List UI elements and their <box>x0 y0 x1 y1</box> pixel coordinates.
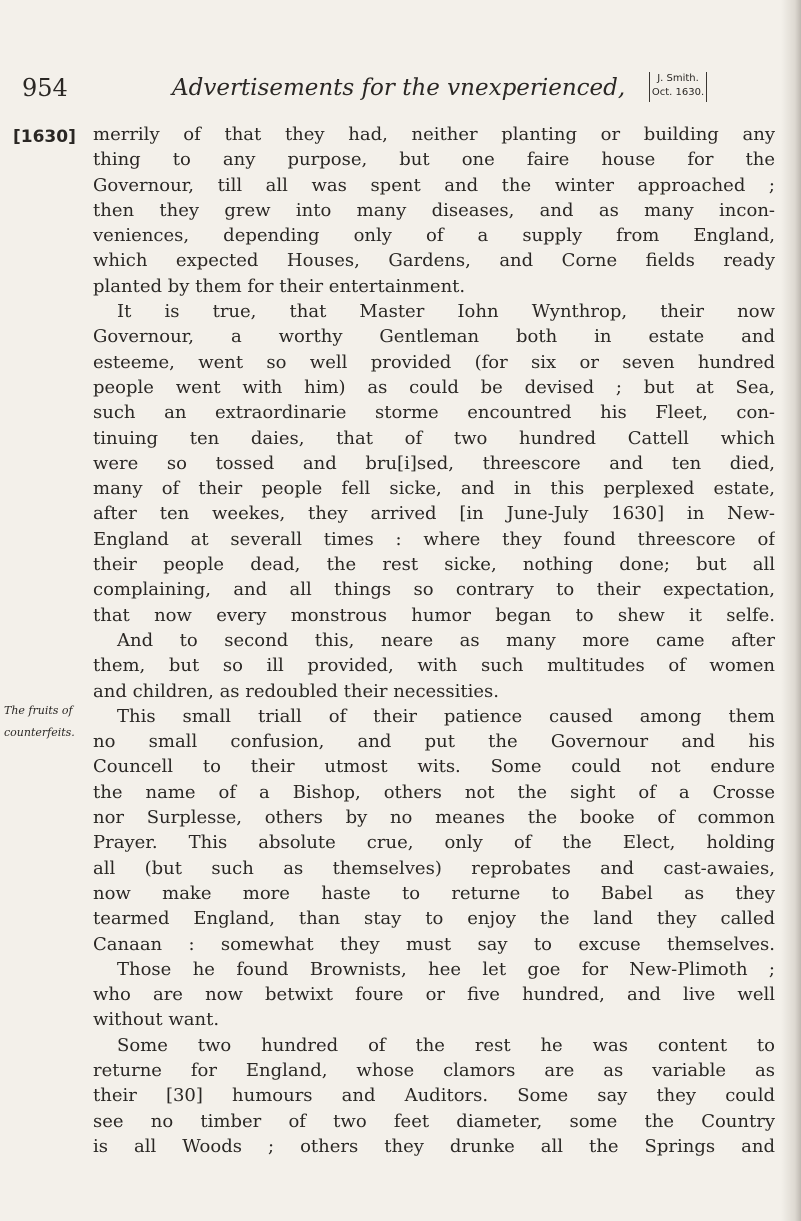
text-line: that now every monstrous humor began to shew it selfe. <box>93 604 775 626</box>
side-note-line-1: The fruits of <box>4 704 73 717</box>
text-line: Governour, a worthy Gentleman both in estate and <box>93 326 775 348</box>
page-header <box>22 74 782 114</box>
text-line: their people dead, the rest sicke, nothing done; but all <box>93 554 775 576</box>
text-line: tearmed England, than stay to enjoy the land they called <box>93 908 775 930</box>
text-line: then they grew into many diseases, and as many incon- <box>93 199 775 221</box>
text-line: without want. <box>93 1009 220 1031</box>
text-line: complaining, and all things so contrary to their expectation, <box>93 579 775 601</box>
text-line: Councell to their utmost wits. Some could not endure <box>93 756 775 778</box>
body-text <box>93 122 775 1159</box>
text-line: and children, as redoubled their necessities. <box>93 680 500 702</box>
text-line: Some two hundred of the rest he was content to <box>117 1034 775 1056</box>
text-line: It is true, that Master Iohn Wynthrop, their now <box>117 301 775 323</box>
side-note-line-2: counterfeits. <box>4 726 75 739</box>
text-line: thing to any purpose, but one faire house for the <box>93 149 775 171</box>
text-line: Canaan : somewhat they must say to excuse themselves. <box>93 933 775 955</box>
text-line: returne for England, whose clamors are as variable as <box>93 1059 775 1081</box>
source-date: Oct. 1630. <box>651 87 705 98</box>
text-line: nor Surplesse, others by no meanes the booke of common <box>93 807 775 829</box>
text-line: after ten weekes, they arrived [in June-July 1630] in New- <box>93 503 775 525</box>
text-line: who are now betwixt foure or five hundred, and live well <box>93 984 775 1006</box>
source-author: J. Smith. <box>657 73 699 84</box>
text-line: merrily of that they had, neither planting or building any <box>93 124 775 145</box>
text-line: which expected Houses, Gardens, and Corne fields ready <box>93 250 775 272</box>
text-line: And to second this, neare as many more came after <box>117 629 775 651</box>
text-line: such an extraordinarie storme encountred his Fleet, con- <box>93 402 775 424</box>
page-edge-shadow <box>781 0 801 1221</box>
text-line: many of their people fell sicke, and in this perplexed estate, <box>93 478 775 500</box>
text-line: planted by them for their entertainment. <box>93 275 466 297</box>
text-line: England at severall times : where they found threescore of <box>93 528 775 550</box>
text-line: all (but such as themselves) reprobates and cast-awaies, <box>93 857 775 879</box>
text-line: esteeme, went so well provided (for six or seven hundred <box>93 351 775 373</box>
text-line: the name of a Bishop, others not the sight of a Crosse <box>93 781 775 803</box>
text-line: is all Woods ; others they drunke all the Springs and <box>93 1135 775 1157</box>
text-line: no small confusion, and put the Governour and his <box>93 731 775 753</box>
text-line: This small triall of their patience caused among them <box>117 705 775 727</box>
text-line: veniences, depending only of a supply from England, <box>93 225 775 247</box>
source-reference <box>649 72 707 102</box>
text-line: them, but so ill provided, with such multitudes of women <box>93 655 775 677</box>
text-line: Those he found Brownists, hee let goe for New-Plimoth ; <box>117 958 775 980</box>
text-line: Prayer. This absolute crue, only of the Elect, holding <box>93 832 775 854</box>
margin-year: [1630] <box>13 127 76 147</box>
text-line: people went with him) as could be devised ; but at Sea, <box>93 376 775 398</box>
text-line: now make more haste to returne to Babel as they <box>93 882 775 904</box>
running-title: Advertisements for the vnexperienced, <box>172 75 626 101</box>
text-line: were so tossed and bru[i]sed, threescore and ten died, <box>93 452 775 474</box>
page-number: 954 <box>22 74 68 102</box>
text-line: tinuing ten daies, that of two hundred Cattell which <box>93 427 775 449</box>
text-line: Governour, till all was spent and the winter approached ; <box>93 174 775 196</box>
text-line: their [30] humours and Auditors. Some say they could <box>93 1085 775 1107</box>
text-line: see no timber of two feet diameter, some the Country <box>93 1110 775 1132</box>
